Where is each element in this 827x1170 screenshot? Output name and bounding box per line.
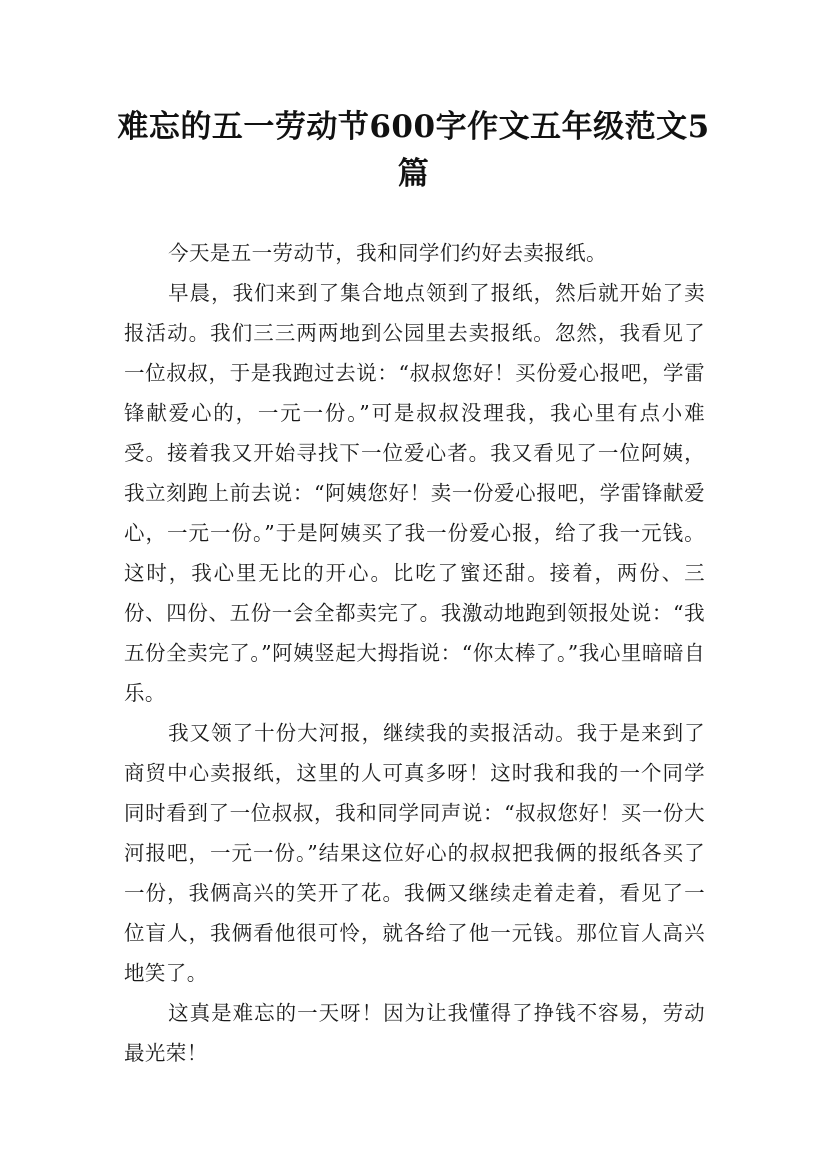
paragraph-4: 这真是难忘的一天呀！因为让我懂得了挣钱不容易，劳动最光荣！ [124, 1001, 705, 1065]
paragraph-2: 早晨，我们来到了集合地点领到了报纸，然后就开始了卖报活动。我们三三两两地到公园里去卖报纸。忽然，我看见了一位叔叔，于是我跑过去说：“叔叔您好！买份爱心报吧，学雷锋献爱心的，一元一份。”可是叔叔没理我，我心里有点小难受。接着我又开始寻找下一位爱心者。我又看见了一位阿姨，我立刻跑上前去说：“阿姨您好！卖一份爱心报吧，学雷锋献爱心，一元一份。”于是阿姨买了我一份爱心报，给了我一元钱。这时，我心里无比的开心。比吃了蜜还甜。接着，两份、三份、四份、五份一会全都卖完了。我激动地跑到领报处说：“我五份全卖完了。”阿姨竖起大拇指说：“你太棒了。”我心里暗暗自乐。 [124, 281, 705, 705]
document-body [124, 233, 705, 1073]
paragraph-3: 我又领了十份大河报，继续我的卖报活动。我于是来到了商贸中心卖报纸，这里的人可真多呀！这时我和我的一个同学同时看到了一位叔叔，我和同学同声说：“叔叔您好！买一份大河报吧，一元一份。”结果这位好心的叔叔把我俩的报纸各买了一份，我俩高兴的笑开了花。我俩又继续走着走着，看见了一位盲人，我俩看他很可怜，就各给了他一元钱。那位盲人高兴地笑了。 [124, 721, 705, 985]
document-title: 难忘的五一劳动节600字作文五年级范文5篇 [117, 109, 710, 192]
paragraph-1: 今天是五一劳动节，我和同学们约好去卖报纸。 [168, 241, 607, 265]
